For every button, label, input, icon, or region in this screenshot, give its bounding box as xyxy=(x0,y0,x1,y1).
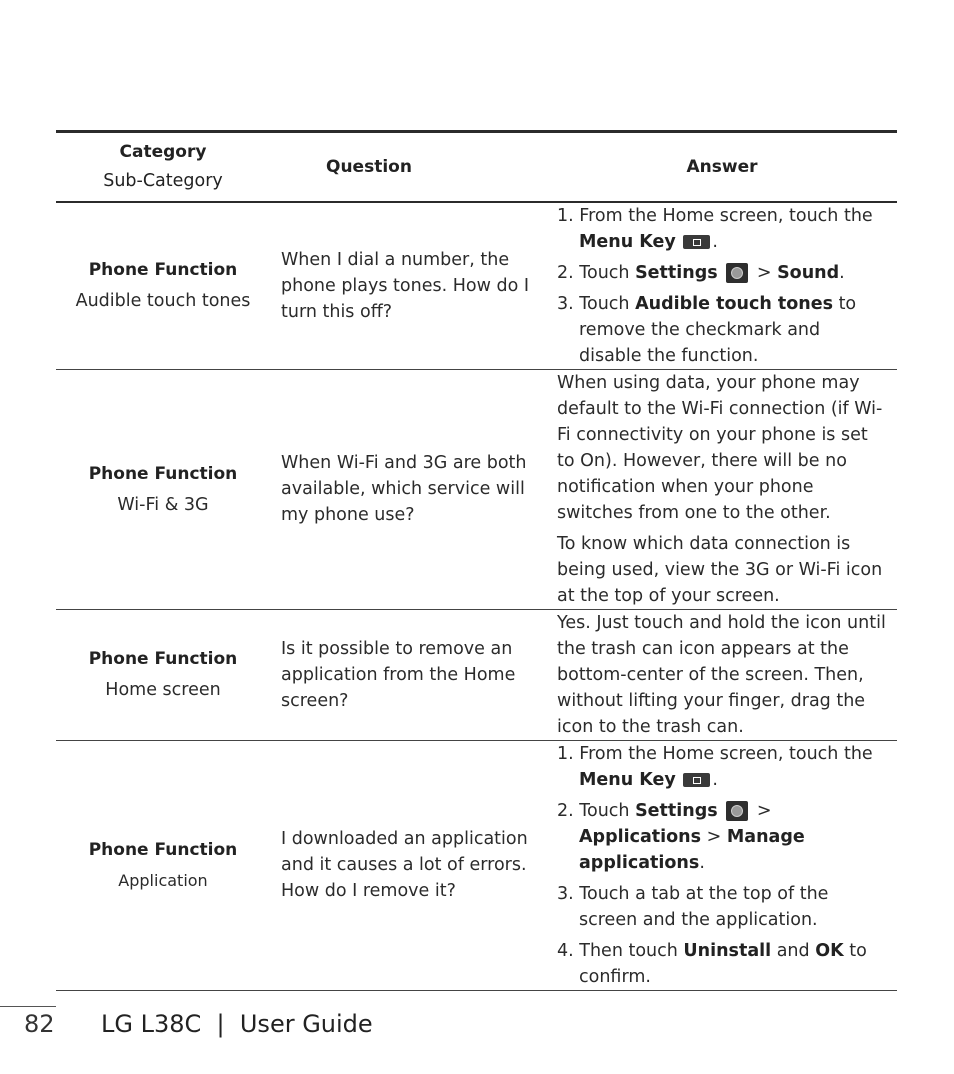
category-cell xyxy=(56,202,270,370)
settings-icon xyxy=(726,801,748,821)
settings-icon xyxy=(726,263,748,283)
category-cell xyxy=(56,369,270,609)
answer-paragraph: To know which data connection is being used, view the 3G or Wi-Fi icon at the top of your screen. xyxy=(557,533,883,606)
header-category xyxy=(56,132,270,202)
table-row xyxy=(56,369,897,609)
step-item: 4. Then touch Uninstall and OK to confirm. xyxy=(557,940,867,987)
footer-rule xyxy=(0,1006,56,1007)
step-item: 2. Touch Settings > Applications > Manage applications. xyxy=(557,800,805,873)
answer-paragraph: When using data, your phone may default to the Wi-Fi connection (if Wi-Fi connectivity on your phone is set to On). However, there will be no notification when your phone switches from one to the other. xyxy=(557,372,883,523)
header-question: Question xyxy=(270,132,551,202)
category-label: Phone Function xyxy=(88,463,238,484)
step-item: 3. Touch Audible touch tones to remove the checkmark and disable the function. xyxy=(557,293,857,366)
table-row xyxy=(56,202,897,370)
header-answer: Answer xyxy=(551,132,897,202)
category-cell xyxy=(56,609,270,740)
category-label: Phone Function xyxy=(88,839,238,860)
answer-cell xyxy=(551,369,897,609)
menu-key-icon xyxy=(683,235,710,249)
category-label: Phone Function xyxy=(88,649,238,669)
subcategory-label: Wi-Fi & 3G xyxy=(117,494,209,515)
header-category-label: Category xyxy=(119,142,207,163)
step-item: 3. Touch a tab at the top of the screen and the application. xyxy=(557,883,829,930)
subcategory-label: Home screen xyxy=(105,680,221,700)
subcategory-label: Application xyxy=(118,870,208,890)
question-cell: I downloaded an application and it causes a lot of errors. How do I remove it? xyxy=(270,740,551,990)
question-cell: When Wi-Fi and 3G are both available, which service will my phone use? xyxy=(270,369,551,609)
answer-paragraph: Yes. Just touch and hold the icon until the trash can icon appears at the bottom-center of the screen. Then, without lifting your finger, drag the icon to the trash can. xyxy=(557,612,886,737)
question-cell: When I dial a number, the phone plays tones. How do I turn this off? xyxy=(270,202,551,370)
faq-table-container xyxy=(56,130,897,991)
table-row xyxy=(56,740,897,990)
subcategory-label: Audible touch tones xyxy=(75,291,251,311)
table-row xyxy=(56,609,897,740)
step-item: 2. Touch Settings > Sound. xyxy=(557,262,845,283)
step-item: 1. From the Home screen, touch the Menu Key . xyxy=(557,205,873,252)
answer-steps xyxy=(557,741,887,990)
step-item: 1. From the Home screen, touch the Menu Key . xyxy=(557,743,873,790)
answer-cell xyxy=(551,202,897,370)
answer-cell xyxy=(551,609,897,740)
guide-title: LG L38C | User Guide xyxy=(101,1010,373,1038)
category-label: Phone Function xyxy=(88,260,238,280)
table-header-row xyxy=(56,132,897,202)
faq-table xyxy=(56,130,897,991)
answer-steps xyxy=(557,203,887,369)
category-cell xyxy=(56,740,270,990)
header-subcategory-label: Sub-Category xyxy=(103,171,223,192)
question-cell: Is it possible to remove an application from the Home screen? xyxy=(270,609,551,740)
answer-cell xyxy=(551,740,897,990)
menu-key-icon xyxy=(683,773,710,787)
page-number: 82 xyxy=(24,1010,55,1038)
